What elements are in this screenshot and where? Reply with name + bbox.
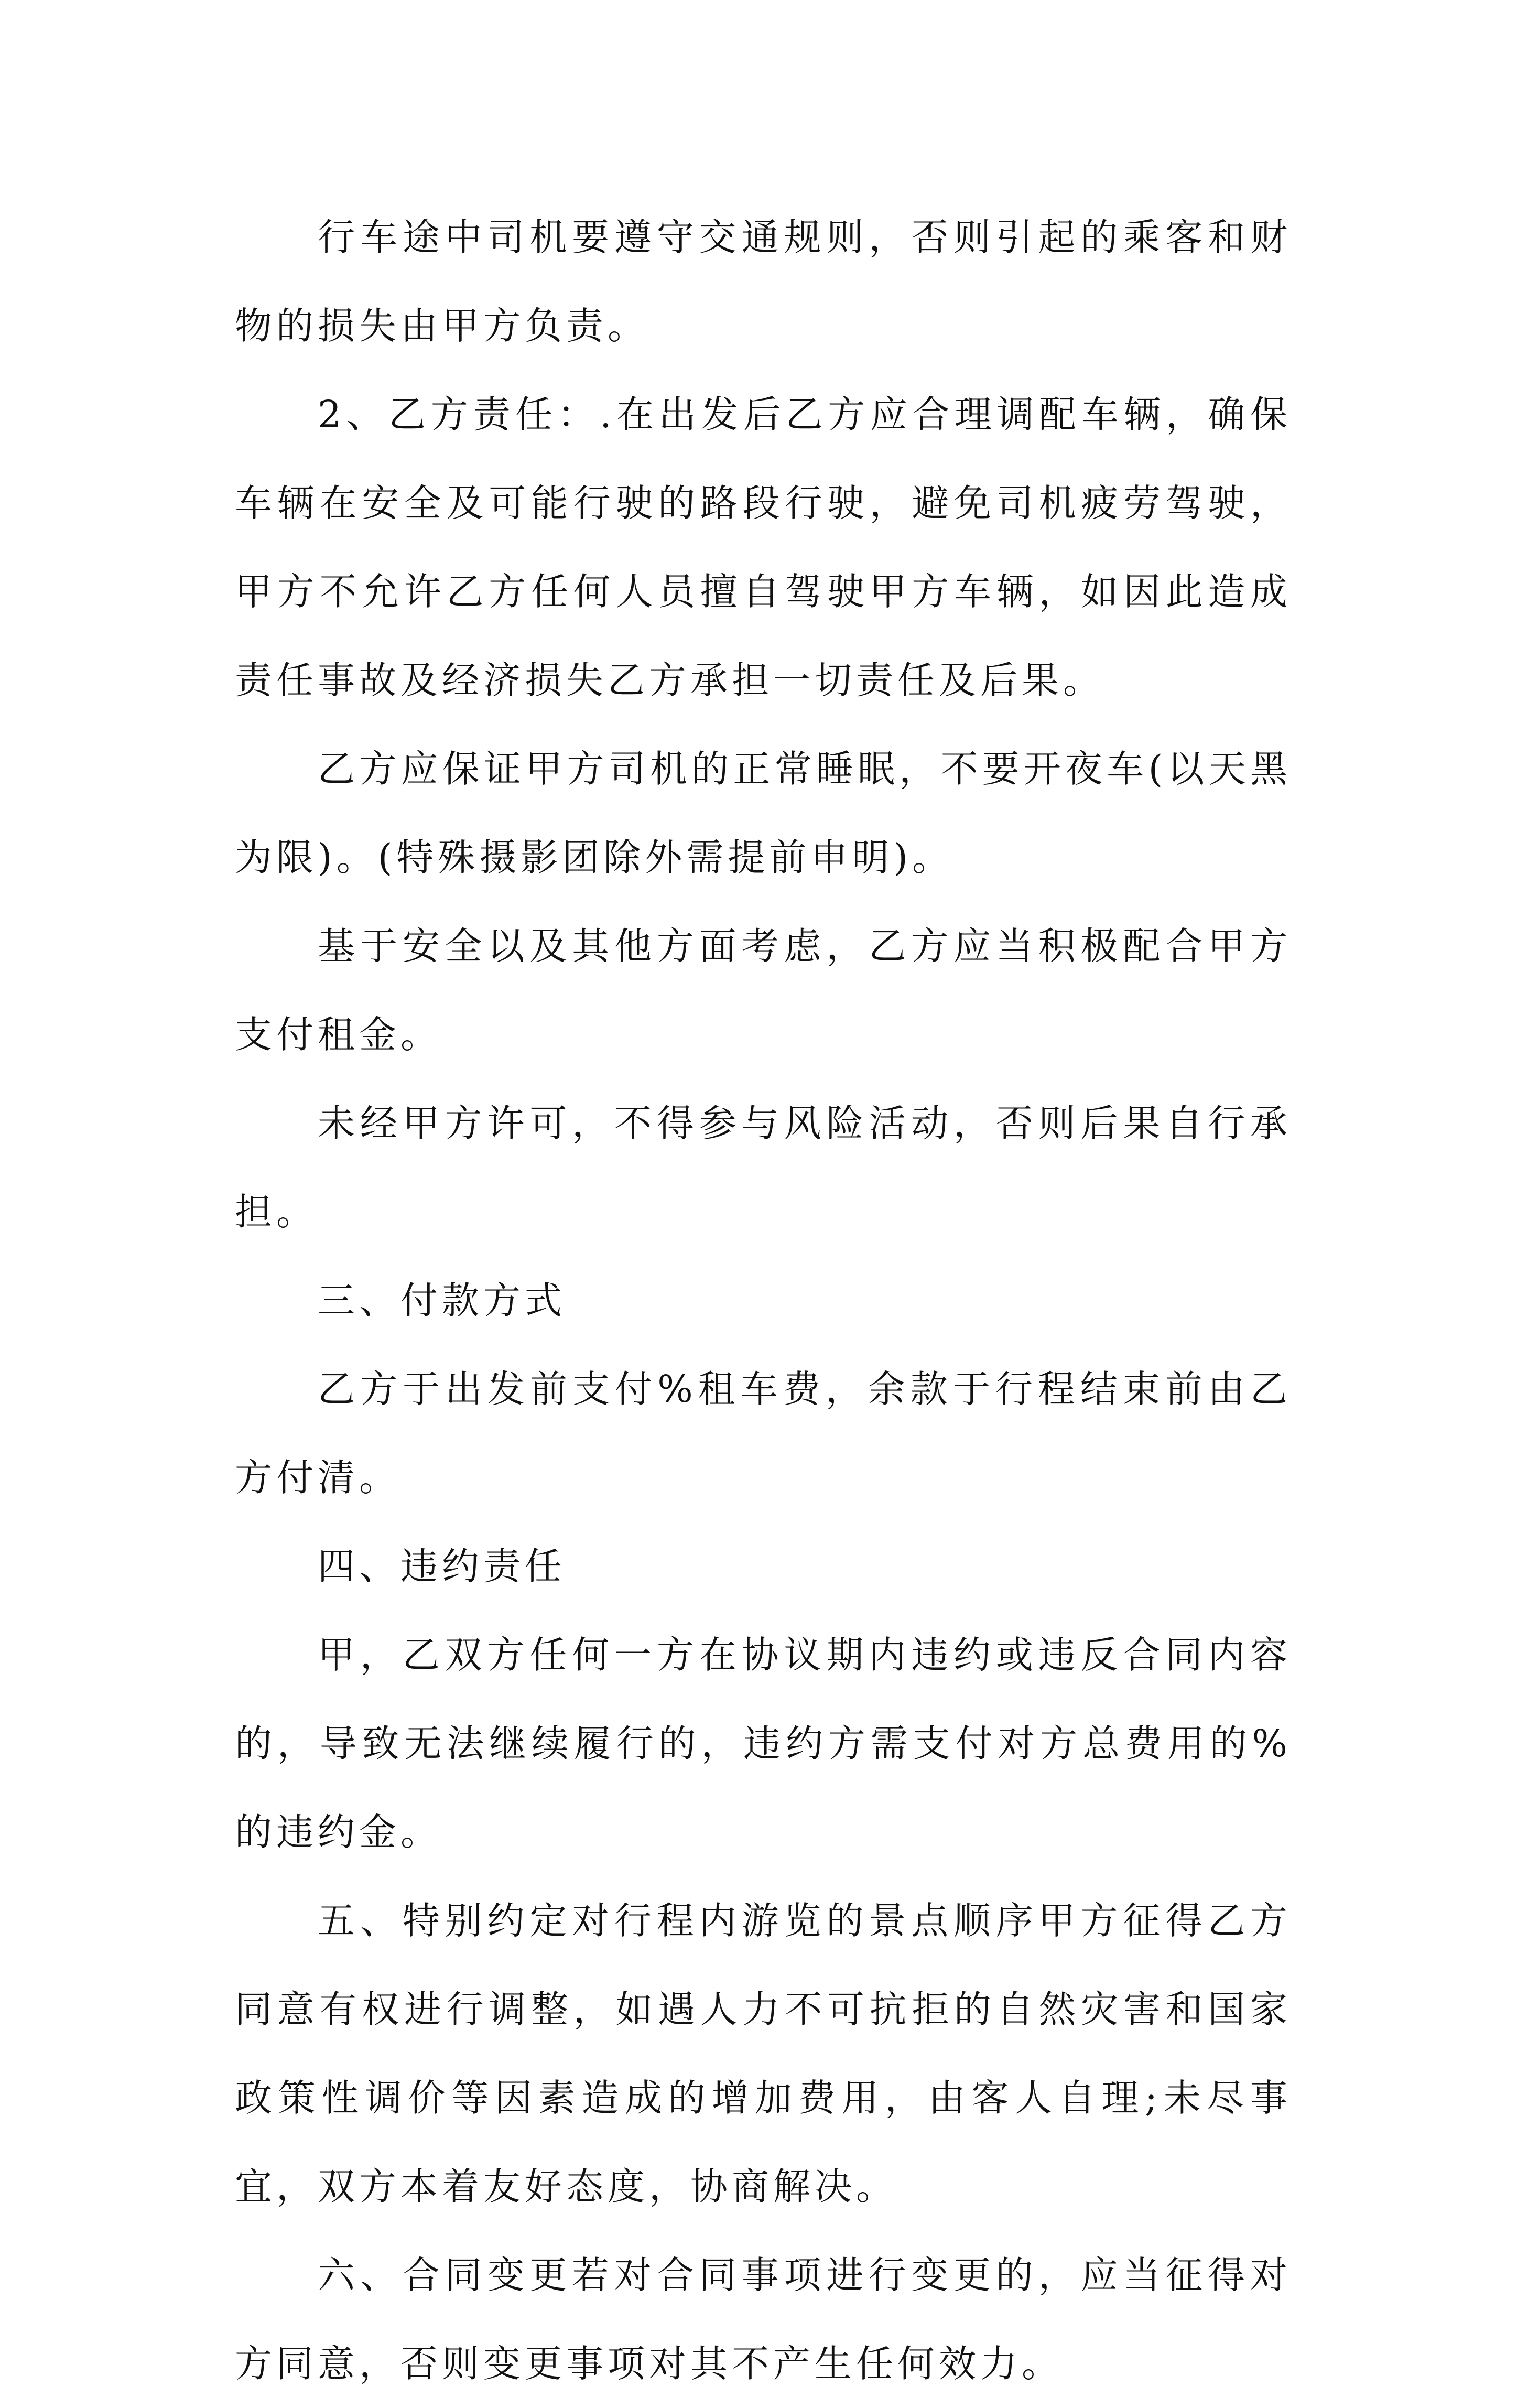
paragraph-party-b-responsibility: 2、乙方责任：.在出发后乙方应合理调配车辆，确保车辆在安全及可能行驶的路段行驶，避免司机疲劳驾驶，甲方不允许乙方任何人员擅自驾驶甲方车辆，如因此造成责任事故及经济损失乙方承担一切责任及后果。 xyxy=(235,393,1292,702)
paragraph-driver-sleep: 乙方应保证甲方司机的正常睡眠，不要开夜车(以天黑为限)。(特殊摄影团除外需提前申明)。 xyxy=(235,747,1292,879)
heading-breach-liability: 四、违约责任 xyxy=(318,1545,567,1588)
document-body xyxy=(235,193,1292,2408)
heading-payment-method: 三、付款方式 xyxy=(318,1279,567,1322)
paragraph-rent-payment-cooperation: 基于安全以及其他方面考虑，乙方应当积极配合甲方支付租金。 xyxy=(235,924,1292,1056)
paragraph-special-agreement: 五、特别约定对行程内游览的景点顺序甲方征得乙方同意有权进行调整，如遇人力不可抗拒的自然灾害和国家政策性调价等因素造成的增加费用，由客人自理;未尽事宜，双方本着友好态度，协商解决。 xyxy=(235,1899,1292,2208)
paragraph-contract-change: 六、合同变更若对合同事项进行变更的，应当征得对方同意，否则变更事项对其不产生任何效力。 xyxy=(235,2253,1292,2385)
paragraph-payment-terms: 乙方于出发前支付%租车费，余款于行程结束前由乙方付清。 xyxy=(235,1367,1292,1499)
paragraph-breach-terms: 甲，乙双方任何一方在协议期内违约或违反合同内容的，导致无法继续履行的，违约方需支付对方总费用的%的违约金。 xyxy=(235,1633,1292,1854)
paragraph-driver-traffic-rules: 行车途中司机要遵守交通规则，否则引起的乘客和财物的损失由甲方负责。 xyxy=(235,215,1292,348)
paragraph-risk-activities: 未经甲方许可，不得参与风险活动，否则后果自行承担。 xyxy=(235,1102,1292,1234)
